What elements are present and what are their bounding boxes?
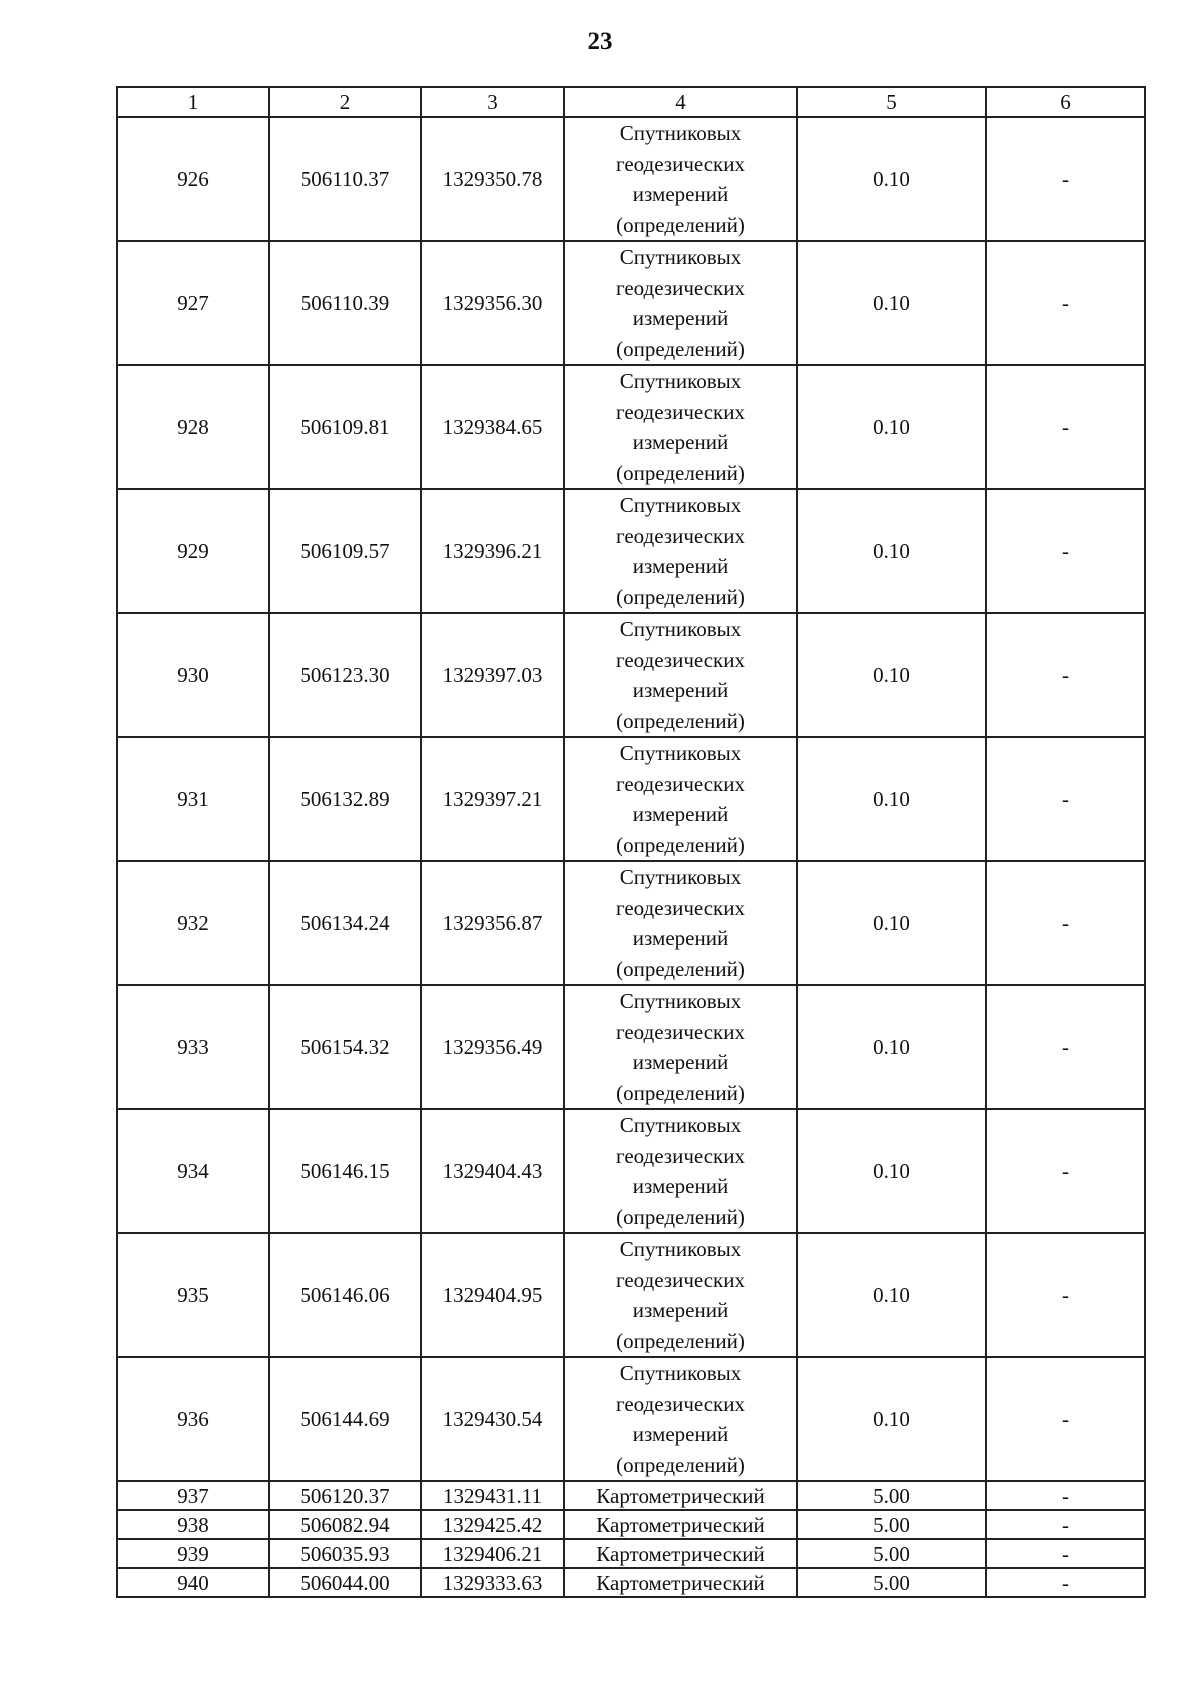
- accuracy-cell: 0.10: [797, 613, 986, 737]
- method-line: измерений: [632, 306, 729, 330]
- method-line: измерений: [632, 1050, 729, 1074]
- method-cell: [564, 1481, 797, 1510]
- x-coordinate-cell: 506082.94: [269, 1510, 421, 1539]
- y-coordinate-cell: 1329333.63: [421, 1568, 564, 1597]
- method-line: (определений): [616, 336, 745, 361]
- method-line: Спутниковых: [619, 1237, 742, 1261]
- note-cell: -: [986, 1510, 1145, 1539]
- method-line: Спутниковых: [619, 1361, 742, 1385]
- method-line: (определений): [616, 1328, 745, 1353]
- note-cell: -: [986, 737, 1145, 861]
- note-cell: -: [986, 1568, 1145, 1597]
- point-number-cell: 937: [117, 1481, 269, 1510]
- accuracy-cell: 0.10: [797, 1357, 986, 1481]
- method-line: Спутниковых: [619, 245, 742, 269]
- method-line: измерений: [632, 802, 729, 826]
- y-coordinate-cell: 1329356.87: [421, 861, 564, 985]
- coordinates-table: [116, 86, 1146, 1598]
- method-line: Спутниковых: [619, 121, 742, 145]
- note-cell: -: [986, 241, 1145, 365]
- note-cell: -: [986, 861, 1145, 985]
- table-row: [117, 613, 1145, 737]
- accuracy-cell: 0.10: [797, 489, 986, 613]
- method-line: измерений: [632, 1422, 729, 1446]
- accuracy-cell: 5.00: [797, 1539, 986, 1568]
- method-cell: [564, 613, 797, 737]
- method-line: геодезических: [615, 1391, 745, 1416]
- y-coordinate-cell: 1329397.03: [421, 613, 564, 737]
- table-header-row: [117, 87, 1145, 117]
- method-line: (определений): [616, 1080, 745, 1105]
- note-cell: -: [986, 117, 1145, 241]
- accuracy-cell: 5.00: [797, 1510, 986, 1539]
- x-coordinate-cell: 506134.24: [269, 861, 421, 985]
- y-coordinate-cell: 1329404.43: [421, 1109, 564, 1233]
- table-row: [117, 117, 1145, 241]
- x-coordinate-cell: 506154.32: [269, 985, 421, 1109]
- method-line: Спутниковых: [619, 493, 742, 517]
- method-cell: [564, 1510, 797, 1539]
- method-line: геодезических: [615, 1143, 745, 1168]
- point-number-cell: 933: [117, 985, 269, 1109]
- x-coordinate-cell: 506109.57: [269, 489, 421, 613]
- y-coordinate-cell: 1329397.21: [421, 737, 564, 861]
- method-line: (определений): [616, 460, 745, 485]
- method-cell: [564, 985, 797, 1109]
- point-number-cell: 931: [117, 737, 269, 861]
- note-cell: -: [986, 613, 1145, 737]
- accuracy-cell: 0.10: [797, 117, 986, 241]
- accuracy-cell: 0.10: [797, 1233, 986, 1357]
- y-coordinate-cell: 1329404.95: [421, 1233, 564, 1357]
- method-line: измерений: [632, 1298, 729, 1322]
- method-line: Спутниковых: [619, 865, 742, 889]
- table-row: [117, 737, 1145, 861]
- method-line: (определений): [616, 1452, 745, 1477]
- method-line: геодезических: [615, 1267, 745, 1292]
- point-number-cell: 929: [117, 489, 269, 613]
- point-number-cell: 936: [117, 1357, 269, 1481]
- table-row: [117, 1481, 1145, 1510]
- method-line: Спутниковых: [619, 741, 742, 765]
- point-number-cell: 930: [117, 613, 269, 737]
- method-line: (определений): [616, 956, 745, 981]
- method-line: (определений): [616, 212, 745, 237]
- accuracy-cell: 0.10: [797, 241, 986, 365]
- method-line: (определений): [616, 708, 745, 733]
- method-cell: [564, 1233, 797, 1357]
- point-number-cell: 932: [117, 861, 269, 985]
- table-body: [117, 117, 1145, 1597]
- y-coordinate-cell: 1329430.54: [421, 1357, 564, 1481]
- accuracy-cell: 0.10: [797, 365, 986, 489]
- method-line: Картометрический: [596, 1483, 765, 1508]
- method-line: измерений: [632, 182, 729, 206]
- method-cell: [564, 737, 797, 861]
- method-line: Картометрический: [596, 1512, 765, 1537]
- method-line: Спутниковых: [619, 369, 742, 393]
- method-line: Картометрический: [596, 1570, 765, 1595]
- point-number-cell: 928: [117, 365, 269, 489]
- method-line: Спутниковых: [619, 617, 742, 641]
- point-number-cell: 935: [117, 1233, 269, 1357]
- x-coordinate-cell: 506044.00: [269, 1568, 421, 1597]
- table-row: [117, 365, 1145, 489]
- accuracy-cell: 5.00: [797, 1568, 986, 1597]
- x-coordinate-cell: 506144.69: [269, 1357, 421, 1481]
- accuracy-cell: 0.10: [797, 1109, 986, 1233]
- point-number-cell: 926: [117, 117, 269, 241]
- page-number: 23: [587, 28, 613, 55]
- note-cell: -: [986, 985, 1145, 1109]
- table-row: [117, 1510, 1145, 1539]
- method-line: (определений): [616, 1204, 745, 1229]
- x-coordinate-cell: 506035.93: [269, 1539, 421, 1568]
- method-cell: [564, 241, 797, 365]
- method-line: геодезических: [615, 275, 745, 300]
- y-coordinate-cell: 1329406.21: [421, 1539, 564, 1568]
- method-line: геодезических: [615, 647, 745, 672]
- method-cell: [564, 117, 797, 241]
- table-row: [117, 1357, 1145, 1481]
- x-coordinate-cell: 506146.15: [269, 1109, 421, 1233]
- note-cell: -: [986, 1109, 1145, 1233]
- point-number-cell: 927: [117, 241, 269, 365]
- x-coordinate-cell: 506120.37: [269, 1481, 421, 1510]
- method-cell: [564, 1109, 797, 1233]
- column-header: 4: [564, 87, 797, 117]
- column-header: 1: [117, 87, 269, 117]
- x-coordinate-cell: 506146.06: [269, 1233, 421, 1357]
- method-line: геодезических: [615, 523, 745, 548]
- x-coordinate-cell: 506109.81: [269, 365, 421, 489]
- y-coordinate-cell: 1329356.49: [421, 985, 564, 1109]
- y-coordinate-cell: 1329350.78: [421, 117, 564, 241]
- method-cell: [564, 489, 797, 613]
- method-line: измерений: [632, 430, 729, 454]
- method-line: геодезических: [615, 771, 745, 796]
- accuracy-cell: 0.10: [797, 861, 986, 985]
- point-number-cell: 939: [117, 1539, 269, 1568]
- y-coordinate-cell: 1329425.42: [421, 1510, 564, 1539]
- method-line: измерений: [632, 1174, 729, 1198]
- method-line: измерений: [632, 678, 729, 702]
- method-line: (определений): [616, 832, 745, 857]
- method-line: геодезических: [615, 1019, 745, 1044]
- method-cell: [564, 1539, 797, 1568]
- method-cell: [564, 1568, 797, 1597]
- table-row: [117, 489, 1145, 613]
- column-header: 5: [797, 87, 986, 117]
- note-cell: -: [986, 1357, 1145, 1481]
- point-number-cell: 938: [117, 1510, 269, 1539]
- method-cell: [564, 365, 797, 489]
- point-number-cell: 940: [117, 1568, 269, 1597]
- y-coordinate-cell: 1329431.11: [421, 1481, 564, 1510]
- table-row: [117, 861, 1145, 985]
- table-row: [117, 1568, 1145, 1597]
- method-cell: [564, 861, 797, 985]
- y-coordinate-cell: 1329396.21: [421, 489, 564, 613]
- x-coordinate-cell: 506123.30: [269, 613, 421, 737]
- note-cell: -: [986, 365, 1145, 489]
- method-line: геодезических: [615, 151, 745, 176]
- method-cell: [564, 1357, 797, 1481]
- table-row: [117, 241, 1145, 365]
- method-line: измерений: [632, 554, 729, 578]
- table-row: [117, 985, 1145, 1109]
- note-cell: -: [986, 1539, 1145, 1568]
- x-coordinate-cell: 506110.39: [269, 241, 421, 365]
- point-number-cell: 934: [117, 1109, 269, 1233]
- method-line: измерений: [632, 926, 729, 950]
- note-cell: -: [986, 1481, 1145, 1510]
- method-line: Картометрический: [596, 1541, 765, 1566]
- note-cell: -: [986, 1233, 1145, 1357]
- accuracy-cell: 0.10: [797, 737, 986, 861]
- y-coordinate-cell: 1329356.30: [421, 241, 564, 365]
- method-line: геодезических: [615, 895, 745, 920]
- table-row: [117, 1539, 1145, 1568]
- table-row: [117, 1109, 1145, 1233]
- accuracy-cell: 5.00: [797, 1481, 986, 1510]
- method-line: Спутниковых: [619, 989, 742, 1013]
- note-cell: -: [986, 489, 1145, 613]
- column-header: 3: [421, 87, 564, 117]
- table-row: [117, 1233, 1145, 1357]
- method-line: (определений): [616, 584, 745, 609]
- x-coordinate-cell: 506132.89: [269, 737, 421, 861]
- column-header: 2: [269, 87, 421, 117]
- column-header: 6: [986, 87, 1145, 117]
- method-line: геодезических: [615, 399, 745, 424]
- accuracy-cell: 0.10: [797, 985, 986, 1109]
- method-line: Спутниковых: [619, 1113, 742, 1137]
- x-coordinate-cell: 506110.37: [269, 117, 421, 241]
- y-coordinate-cell: 1329384.65: [421, 365, 564, 489]
